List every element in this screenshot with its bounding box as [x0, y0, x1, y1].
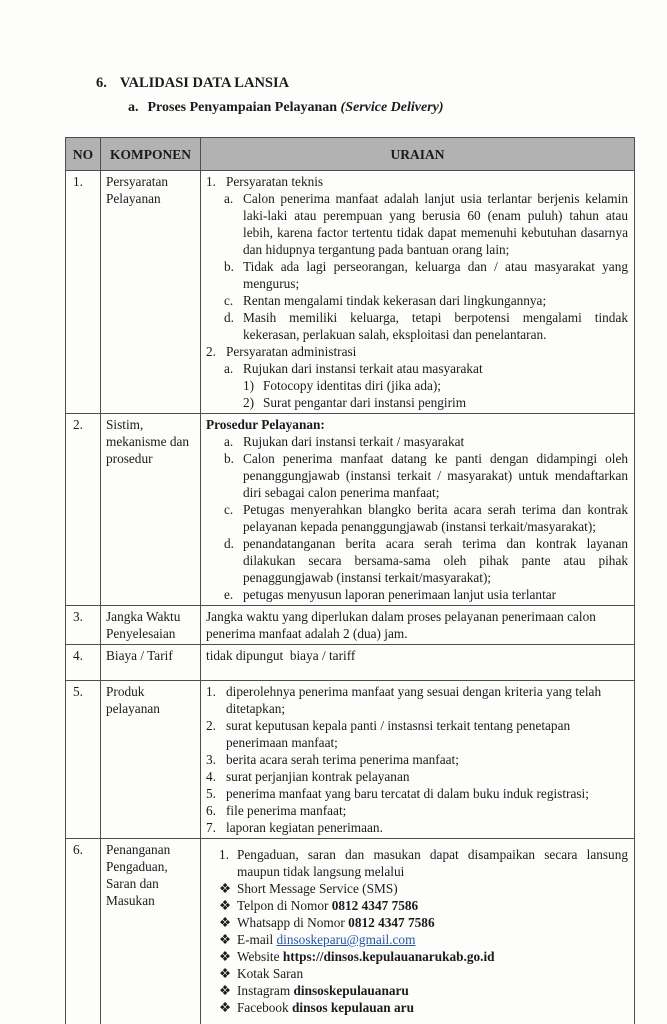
- list-marker: a.: [224, 361, 234, 376]
- list-text: [237, 999, 628, 1016]
- list-marker: c.: [224, 293, 234, 308]
- section-heading: [96, 75, 289, 92]
- komponen-cell: Jangka Waktu Penyelesaian: [101, 606, 201, 645]
- whatsapp-number: 0812 4347 7586: [348, 915, 435, 930]
- telpon-label: Telpon di Nomor: [237, 898, 329, 913]
- list-text: Surat pengantar dari instansi pengirim: [263, 395, 467, 410]
- table-row-5: [66, 681, 635, 839]
- list-item: [224, 535, 628, 586]
- list-text: Kotak Saran: [237, 966, 304, 981]
- procedure-title: Prosedur Pelayanan:: [206, 417, 325, 432]
- komponen-cell: Biaya / Tarif: [101, 645, 201, 681]
- whatsapp-label: Whatsapp di Nomor: [237, 915, 345, 930]
- list-text: petugas menyusun laporan penerimaan lanjut usia terlantar: [243, 587, 557, 602]
- list-text: [237, 948, 628, 965]
- list-text: Persyaratan administrasi: [226, 344, 357, 359]
- list-text: file penerima manfaat;: [226, 803, 347, 818]
- website-url: https://dinsos.kepulauanarukab.go.id: [282, 949, 495, 964]
- service-delivery-table: [65, 137, 635, 1024]
- row-number-cell: 4.: [66, 645, 101, 681]
- list-item: [219, 846, 628, 880]
- list-item: [206, 785, 628, 802]
- list-marker: b.: [224, 451, 234, 466]
- komponen-cell: Sistim, mekanisme dan prosedur: [101, 414, 201, 606]
- list-marker: c.: [224, 502, 234, 517]
- subsection-title: Proses Penyampaian Pelayanan: [147, 100, 338, 115]
- list-marker: 3.: [206, 752, 216, 767]
- subsection-heading: [128, 100, 444, 116]
- uraian-cell: [201, 839, 635, 1024]
- table-header-row: [66, 138, 635, 171]
- section-number: 6.: [96, 75, 107, 91]
- column-header-uraian: URAIAN: [201, 138, 635, 171]
- list-text: Pengaduan, saran dan masukan dapat disampaikan secara lansung maupun tidak langsung melalui: [237, 847, 628, 879]
- list-item: [219, 914, 628, 931]
- list-text: Persyaratan teknis: [226, 174, 324, 189]
- uraian-cell: [201, 645, 635, 681]
- list-item: [219, 999, 628, 1016]
- website-label: Website: [237, 949, 280, 964]
- table-row-1: [66, 171, 635, 414]
- row-number-cell: 2.: [66, 414, 101, 606]
- column-header-no: NO: [66, 138, 101, 171]
- list-text: Rujukan dari instansi terkait / masyarakat: [243, 434, 465, 449]
- list-marker: d.: [224, 310, 234, 325]
- diamond-bullet: ❖: [219, 881, 231, 896]
- diamond-bullet: ❖: [219, 932, 231, 947]
- list-text: berita acara serah terima penerima manfaat;: [226, 752, 459, 767]
- list-text: [237, 982, 628, 999]
- list-item: [219, 982, 628, 999]
- uraian-cell: [201, 171, 635, 414]
- list-marker: 6.: [206, 803, 216, 818]
- komponen-cell: Produk pelayanan: [101, 681, 201, 839]
- list-text: Short Message Service (SMS): [237, 881, 398, 896]
- section-title: VALIDASI DATA LANSIA: [119, 75, 290, 91]
- row-number-cell: 5.: [66, 681, 101, 839]
- list-text: surat keputusan kepala panti / instasnsi terkait tentang penetapan penerimaan manfaat;: [226, 718, 571, 750]
- column-header-komponen: KOMPONEN: [101, 138, 201, 171]
- list-item: [243, 394, 628, 411]
- diamond-bullet: ❖: [219, 966, 231, 981]
- row-number-cell: 6.: [66, 839, 101, 1024]
- list-marker: 4.: [206, 769, 216, 784]
- list-marker: 2): [243, 395, 255, 410]
- instagram-label: Instagram: [237, 983, 291, 998]
- list-marker: 2.: [206, 718, 216, 733]
- list-text: laporan kegiatan penerimaan.: [226, 820, 383, 835]
- list-text: Tidak ada lagi perseorangan, keluarga dan / atau masyarakat yang mengurus;: [243, 259, 628, 291]
- list-text: Rujukan dari instansi terkait atau masyarakat: [243, 361, 483, 376]
- table-row-4: [66, 645, 635, 681]
- list-item: [224, 292, 628, 309]
- list-text: diperolehnya penerima manfaat yang sesuai dengan kriteria yang telah ditetapkan;: [226, 684, 602, 716]
- diamond-bullet: ❖: [219, 898, 231, 913]
- row-number-cell: 1.: [66, 171, 101, 414]
- uraian-cell: [201, 606, 635, 645]
- list-text: [237, 931, 628, 948]
- list-text: penandatanganan berita acara serah terima dan kontrak layanan dilakukan secara bersama-sama oleh pihak pante atau pihak penaggungjawab (instansi terkait/masyarakat);: [243, 536, 628, 585]
- list-text: [237, 897, 628, 914]
- list-item: [206, 343, 628, 360]
- list-text: Calon penerima manfaat datang ke panti dengan didampingi oleh penanggungjawab (instansi terkait / masyarakat) untuk mendaftarkan diri sebagai calon penerima manfaat;: [243, 451, 628, 500]
- list-marker: a.: [224, 434, 234, 449]
- list-item: [224, 433, 628, 450]
- list-item: [219, 897, 628, 914]
- list-text: [237, 914, 628, 931]
- list-item: [224, 258, 628, 292]
- list-item: [206, 751, 628, 768]
- table-row-3: [66, 606, 635, 645]
- komponen-cell: Persyaratan Pelayanan: [101, 171, 201, 414]
- list-text: Fotocopy identitas diri (jika ada);: [263, 378, 441, 393]
- facebook-handle: dinsos kepulauan aru: [292, 1000, 414, 1015]
- list-item: [224, 309, 628, 343]
- list-text: surat perjanjian kontrak pelayanan: [226, 769, 410, 784]
- subsection-title-italic: (Service Delivery): [340, 100, 444, 115]
- list-text: Masih memiliki keluarga, tetapi berpotensi mengalami tindak kekerasan, perlakuan salah, eksploitasi dan penelantaran.: [243, 310, 628, 342]
- list-text: Petugas menyerahkan blangko berita acara serah terima dan kontrak pelayanan kepada penanggungjawab (instansi terkait/masyarakat);: [243, 502, 628, 534]
- table-row-6: [66, 839, 635, 1024]
- list-text: penerima manfaat yang baru tercatat di dalam buku induk registrasi;: [226, 786, 589, 801]
- list-marker: 1.: [206, 684, 216, 699]
- list-item: [206, 173, 628, 190]
- list-item: [224, 190, 628, 258]
- list-item: [219, 880, 628, 897]
- list-item: [206, 683, 628, 717]
- diamond-bullet: ❖: [219, 915, 231, 930]
- subsection-letter: a.: [128, 100, 139, 115]
- instagram-handle: dinsoskepulauanaru: [293, 983, 409, 998]
- list-item: [224, 586, 628, 603]
- list-item: [219, 948, 628, 965]
- facebook-label: Facebook: [237, 1000, 289, 1015]
- list-marker: 5.: [206, 786, 216, 801]
- email-label: E-mail: [237, 932, 274, 947]
- diamond-bullet: ❖: [219, 949, 231, 964]
- list-text: Rentan mengalami tindak kekerasan dari lingkungannya;: [243, 293, 547, 308]
- list-marker: d.: [224, 536, 234, 551]
- list-marker: a.: [224, 191, 234, 206]
- list-text: Calon penerima manfaat adalah lanjut usia terlantar berjenis kelamin laki-laki atau perempuan yang berusia 60 (enam puluh) tahun atau lebih, karena factor tertentu tidak dapat memenuhi kebutuhan dasarnya dan hidupnya tergantung pada bantuan orang lain;: [243, 191, 628, 257]
- row-number-cell: 3.: [66, 606, 101, 645]
- email-link[interactable]: dinsoskeparu@gmail.com: [276, 932, 416, 947]
- list-item: [224, 360, 628, 377]
- list-item: [243, 377, 628, 394]
- uraian-cell: [201, 681, 635, 839]
- list-marker: e.: [224, 587, 234, 602]
- list-marker: 7.: [206, 820, 216, 835]
- list-item: [206, 717, 628, 751]
- list-item: [219, 965, 628, 982]
- list-marker: 2.: [206, 344, 216, 359]
- uraian-text: tidak dipungut biaya / tariff: [206, 648, 356, 663]
- list-item: [219, 931, 628, 948]
- diamond-bullet: ❖: [219, 1000, 231, 1015]
- list-marker: b.: [224, 259, 234, 274]
- komponen-cell: Penanganan Pengaduan, Saran dan Masukan: [101, 839, 201, 1024]
- uraian-cell: [201, 414, 635, 606]
- list-marker: 1.: [219, 847, 229, 862]
- list-item: [224, 450, 628, 501]
- list-item: [206, 802, 628, 819]
- uraian-text: Jangka waktu yang diperlukan dalam proses pelayanan penerimaan calon penerima manfaat adalah 2 (dua) jam.: [206, 609, 596, 641]
- telpon-number: 0812 4347 7586: [331, 898, 419, 913]
- table-row-2: [66, 414, 635, 606]
- diamond-bullet: ❖: [219, 983, 231, 998]
- list-item: [206, 819, 628, 836]
- list-item: [224, 501, 628, 535]
- list-item: [206, 768, 628, 785]
- list-marker: 1.: [206, 174, 216, 189]
- list-marker: 1): [243, 378, 255, 393]
